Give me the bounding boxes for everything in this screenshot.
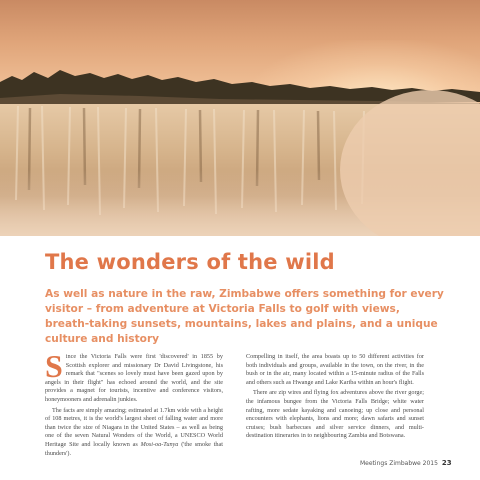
paragraph-text: ince the Victoria Falls were first 'discovered' in 1855 by Scottish explorer and missionary Dr David Livingstone, his remark that "scenes so lovely must have been gazed upon by angels in their flight" has echoed around the world, and the site provides a magnet for tourists, incentive and conference visitors, honeymooners and adrenalin junkies. bbox=[45, 353, 223, 403]
body-column-left bbox=[45, 348, 223, 460]
paragraph bbox=[45, 407, 223, 459]
paragraph: There are zip wires and flying fox adventures above the river gorge; the infamous bungee from the Victoria Falls Bridge; white water rafting, more sedate kayaking and canoeing; up close and personal encounters with elephants, lions and more; dawn safaris and sunset cruises; bush barbecues and silver service dinners, and multi-destination itineraries in to neighbouring Zambia and Botswana. bbox=[246, 389, 424, 440]
page-footer bbox=[360, 459, 452, 467]
emphasis-text: Mosi-oa-Tunya bbox=[140, 440, 179, 448]
body-column-right bbox=[246, 353, 424, 443]
paragraph-text: The facts are simply amazing; estimated at 1.7km wide with a height of 108 metres, it is the world's largest sheet of falling water and more than twice the size of Niagara in the United States – as well as being one of the seven Natural Wonders of the World, a UNESCO World Heritage Site and locally known as bbox=[45, 406, 223, 448]
paragraph bbox=[45, 348, 223, 405]
page-number: 23 bbox=[441, 459, 452, 467]
waterfall-illustration bbox=[0, 0, 480, 236]
hero-photo-victoria-falls bbox=[0, 0, 480, 236]
paragraph: Compelling in itself, the area boasts up to 50 different activities for both individuals and groups, available in the town, on the river, in the bush or in the air, many located within a 15-minute radius of the Falls and others such as Hwange and Lake Kariba within an hour's flight. bbox=[246, 353, 424, 386]
paragraph-text: ('the smoke that thunders'). bbox=[45, 440, 223, 457]
article-title: The wonders of the wild bbox=[45, 250, 335, 274]
publication-name: Meetings Zimbabwe 2015 bbox=[360, 460, 438, 467]
drop-cap: S bbox=[45, 348, 63, 384]
article-intro: As well as nature in the raw, Zimbabwe offers something for every visitor – from adventure at Victoria Falls to golf with views, breath-taking sunsets, mountains, lakes and plains, and a unique culture and history bbox=[45, 288, 444, 345]
